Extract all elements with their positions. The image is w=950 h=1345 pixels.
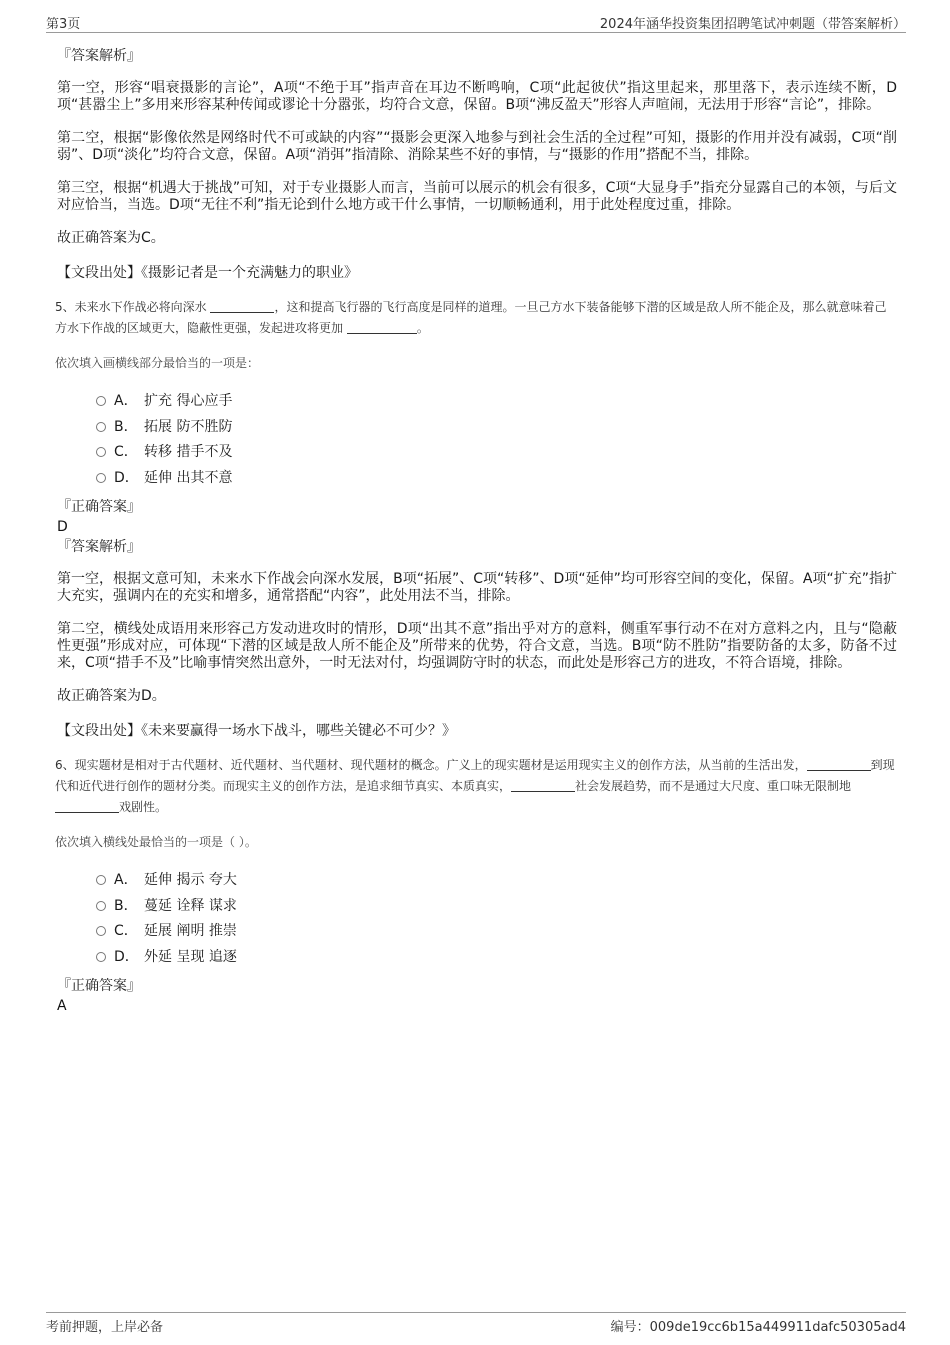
- page-header: [46, 13, 906, 33]
- radio-button[interactable]: [96, 422, 106, 432]
- q5-correct-answer: D: [57, 519, 68, 535]
- q5-analysis-p1: 第一空，根据文意可知，未来水下作战会向深水发展，B项“拓展”、C项“转移”、D项“延伸”均可形容空间的变化，保留。A项“扩充”指扩大充实，强调内在的充实和增多，通常搭配“内容”，此处用法不当，排除。: [57, 571, 897, 604]
- footer-slogan: 考前押题，上岸必备: [46, 1320, 164, 1335]
- q5-analysis-p2: 第二空，横线处成语用来形容己方发动进攻时的情形，D项“出其不意”指出乎对方的意料，侧重军事行动不在对方意料之内，且与“隐蔽性更强”形成对应，可体现“下潜的区域是敌人所不能企及”所带来的优势，符合文意，当选。B项“防不胜防”指要防备的太多，防备不过来，C项“措手不及”比喻事情突然出意外，一时无法对付，均强调防守时的状态，而此处是形容己方的进攻，不符合语境，排除。: [57, 621, 897, 671]
- radio-button[interactable]: [96, 396, 106, 406]
- q5-stem: 5、未来水下作战必将向深水 ，这和提高飞行器的飞行高度是同样的道理。一旦己方水下装备能够下潜的区域是敌人所不能企及，那么就意味着己方水下作战的区域更大，隐蔽性更强，发起进攻将更加 。: [55, 300, 887, 335]
- document-title: 2024年涵华投资集团招聘笔试冲刺题（带答案解析）: [599, 17, 906, 32]
- q5-options: [96, 389, 897, 491]
- q5-option-b[interactable]: B． 拓展 防不胜防: [96, 415, 897, 441]
- q4-analysis-p1: 第一空，形容“唱衰摄影的言论”，A项“不绝于耳”指声音在耳边不断鸣响，C项“此起彼伏”指这里起来，那里落下，表示连续不断，D项“甚嚣尘上”多用来形容某种传闻或谬论十分嚣张，均符合文意，保留。B项“沸反盈天”形容人声喧闹，无法用于形容“言论”，排除。: [57, 80, 897, 113]
- q6-correct-label: 『正确答案』: [57, 978, 141, 994]
- q6-correct-answer: A: [57, 998, 67, 1014]
- q4-analysis-p2: 第二空，根据“影像依然是网络时代不可或缺的内容”“摄影会更深入地参与到社会生活的全过程”可知，摄影的作用并没有减弱，C项“削弱”、D项“淡化”均符合文意，保留。A项“消弭”指清除、消除某些不好的事情，与“摄影的作用”搭配不当，排除。: [57, 130, 897, 163]
- q6-instruction: 依次填入横线处最恰当的一项是（ ）。: [55, 835, 257, 849]
- radio-button[interactable]: [96, 875, 106, 885]
- radio-button[interactable]: [96, 901, 106, 911]
- q5-source: 【文段出处】《未来要赢得一场水下战斗，哪些关键必不可少？》: [57, 723, 456, 739]
- q6-option-d[interactable]: D． 外延 呈现 追逐: [96, 945, 897, 971]
- radio-button[interactable]: [96, 447, 106, 457]
- document-id: 编号：009de19cc6b15a449911dafc50305ad4: [610, 1320, 906, 1335]
- q5-conclusion: 故正确答案为D。: [57, 688, 166, 704]
- page-number: 第3页: [46, 17, 81, 32]
- q4-conclusion: 故正确答案为C。: [57, 230, 165, 246]
- q5-option-d[interactable]: D． 延伸 出其不意: [96, 466, 897, 492]
- q4-source: 【文段出处】《摄影记者是一个充满魅力的职业》: [57, 265, 358, 281]
- q5-option-c[interactable]: C． 转移 措手不及: [96, 440, 897, 466]
- q5-instruction: 依次填入画横线部分最恰当的一项是：: [55, 356, 260, 370]
- q6-blank-1: [807, 757, 871, 771]
- q4-analysis-label: 『答案解析』: [57, 48, 141, 64]
- q6-options: [96, 868, 897, 970]
- page-footer: [46, 1312, 906, 1334]
- page-content: [57, 46, 897, 1016]
- q5-correct-label: 『正确答案』: [57, 499, 141, 515]
- q6-blank-3: [55, 799, 119, 813]
- q6-stem: 6、现实题材是相对于古代题材、近代题材、当代题材、现代题材的概念。广义上的现实题材是运用现实主义的创作方法，从当前的生活出发， 到现代和近代进行创作的题材分类。而现实主义的创作方法，是追求细节真实、本质真实， 社会发展趋势，而不是通过大尺度、重口味无限制地戏剧性。: [55, 758, 895, 814]
- q6-option-a[interactable]: A． 延伸 揭示 夸大: [96, 868, 897, 894]
- q6-option-c[interactable]: C． 延展 阐明 推崇: [96, 919, 897, 945]
- q5-blank-2: [347, 320, 417, 334]
- radio-button[interactable]: [96, 952, 106, 962]
- radio-button[interactable]: [96, 926, 106, 936]
- q5-analysis-label: 『答案解析』: [57, 539, 141, 555]
- q6-blank-2: [511, 778, 575, 792]
- q5-blank-1: [210, 299, 274, 313]
- q6-option-b[interactable]: B． 蔓延 诠释 谋求: [96, 894, 897, 920]
- radio-button[interactable]: [96, 473, 106, 483]
- q4-analysis-p3: 第三空，根据“机遇大于挑战”可知，对于专业摄影人而言，当前可以展示的机会有很多，C项“大显身手”指充分显露自己的本领，与后文对应恰当，当选。D项“无往不利”指无论到什么地方或干什么事情，一切顺畅通利，用于此处程度过重，排除。: [57, 180, 897, 213]
- q5-option-a[interactable]: A． 扩充 得心应手: [96, 389, 897, 415]
